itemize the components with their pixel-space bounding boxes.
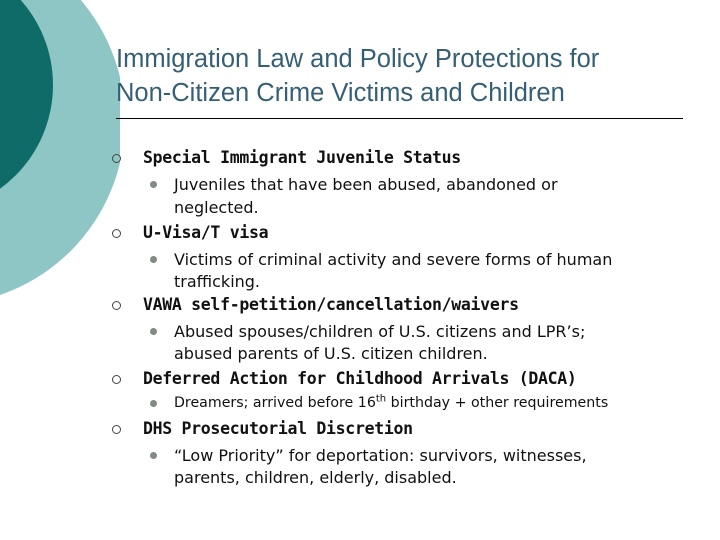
bullet-dot-icon: [150, 256, 157, 263]
bullet-dot-icon: [150, 181, 157, 188]
item-sub-line: neglected.: [174, 198, 259, 217]
title-line-1: Immigration Law and Policy Protections for: [116, 45, 600, 73]
bullet-dot-icon: [150, 400, 157, 407]
item-sub-line: abused parents of U.S. citizen children.: [174, 344, 488, 363]
item-sub-line: Victims of criminal activity and severe forms of human: [174, 250, 613, 269]
item-heading: Special Immigrant Juvenile Status: [143, 148, 461, 167]
item-sub-line: “Low Priority” for deportation: survivors, witnesses,: [174, 446, 587, 465]
bullet-circle-icon: [112, 154, 121, 163]
item-sub-line: Abused spouses/children of U.S. citizens and LPR’s;: [174, 322, 586, 341]
item-sub-line: parents, children, elderly, disabled.: [174, 468, 457, 487]
bullet-circle-icon: [112, 425, 121, 434]
item-heading: Deferred Action for Childhood Arrivals (DACA): [143, 369, 577, 388]
item-sub-line: trafficking.: [174, 272, 261, 291]
item-sub-line: Dreamers; arrived before 16th birthday + other requirements: [174, 393, 609, 411]
bullet-dot-icon: [150, 452, 157, 459]
item-heading: DHS Prosecutorial Discretion: [143, 419, 413, 438]
item-sub-line: Juveniles that have been abused, abandoned or: [174, 175, 558, 194]
bullet-circle-icon: [112, 229, 121, 238]
item-heading: U-Visa/T visa: [143, 223, 269, 242]
bullet-dot-icon: [150, 328, 157, 335]
title-line-2: Non-Citizen Crime Victims and Children: [116, 79, 565, 107]
bullet-circle-icon: [112, 301, 121, 310]
item-heading: VAWA self-petition/cancellation/waivers: [143, 295, 519, 314]
bullet-circle-icon: [112, 375, 121, 384]
